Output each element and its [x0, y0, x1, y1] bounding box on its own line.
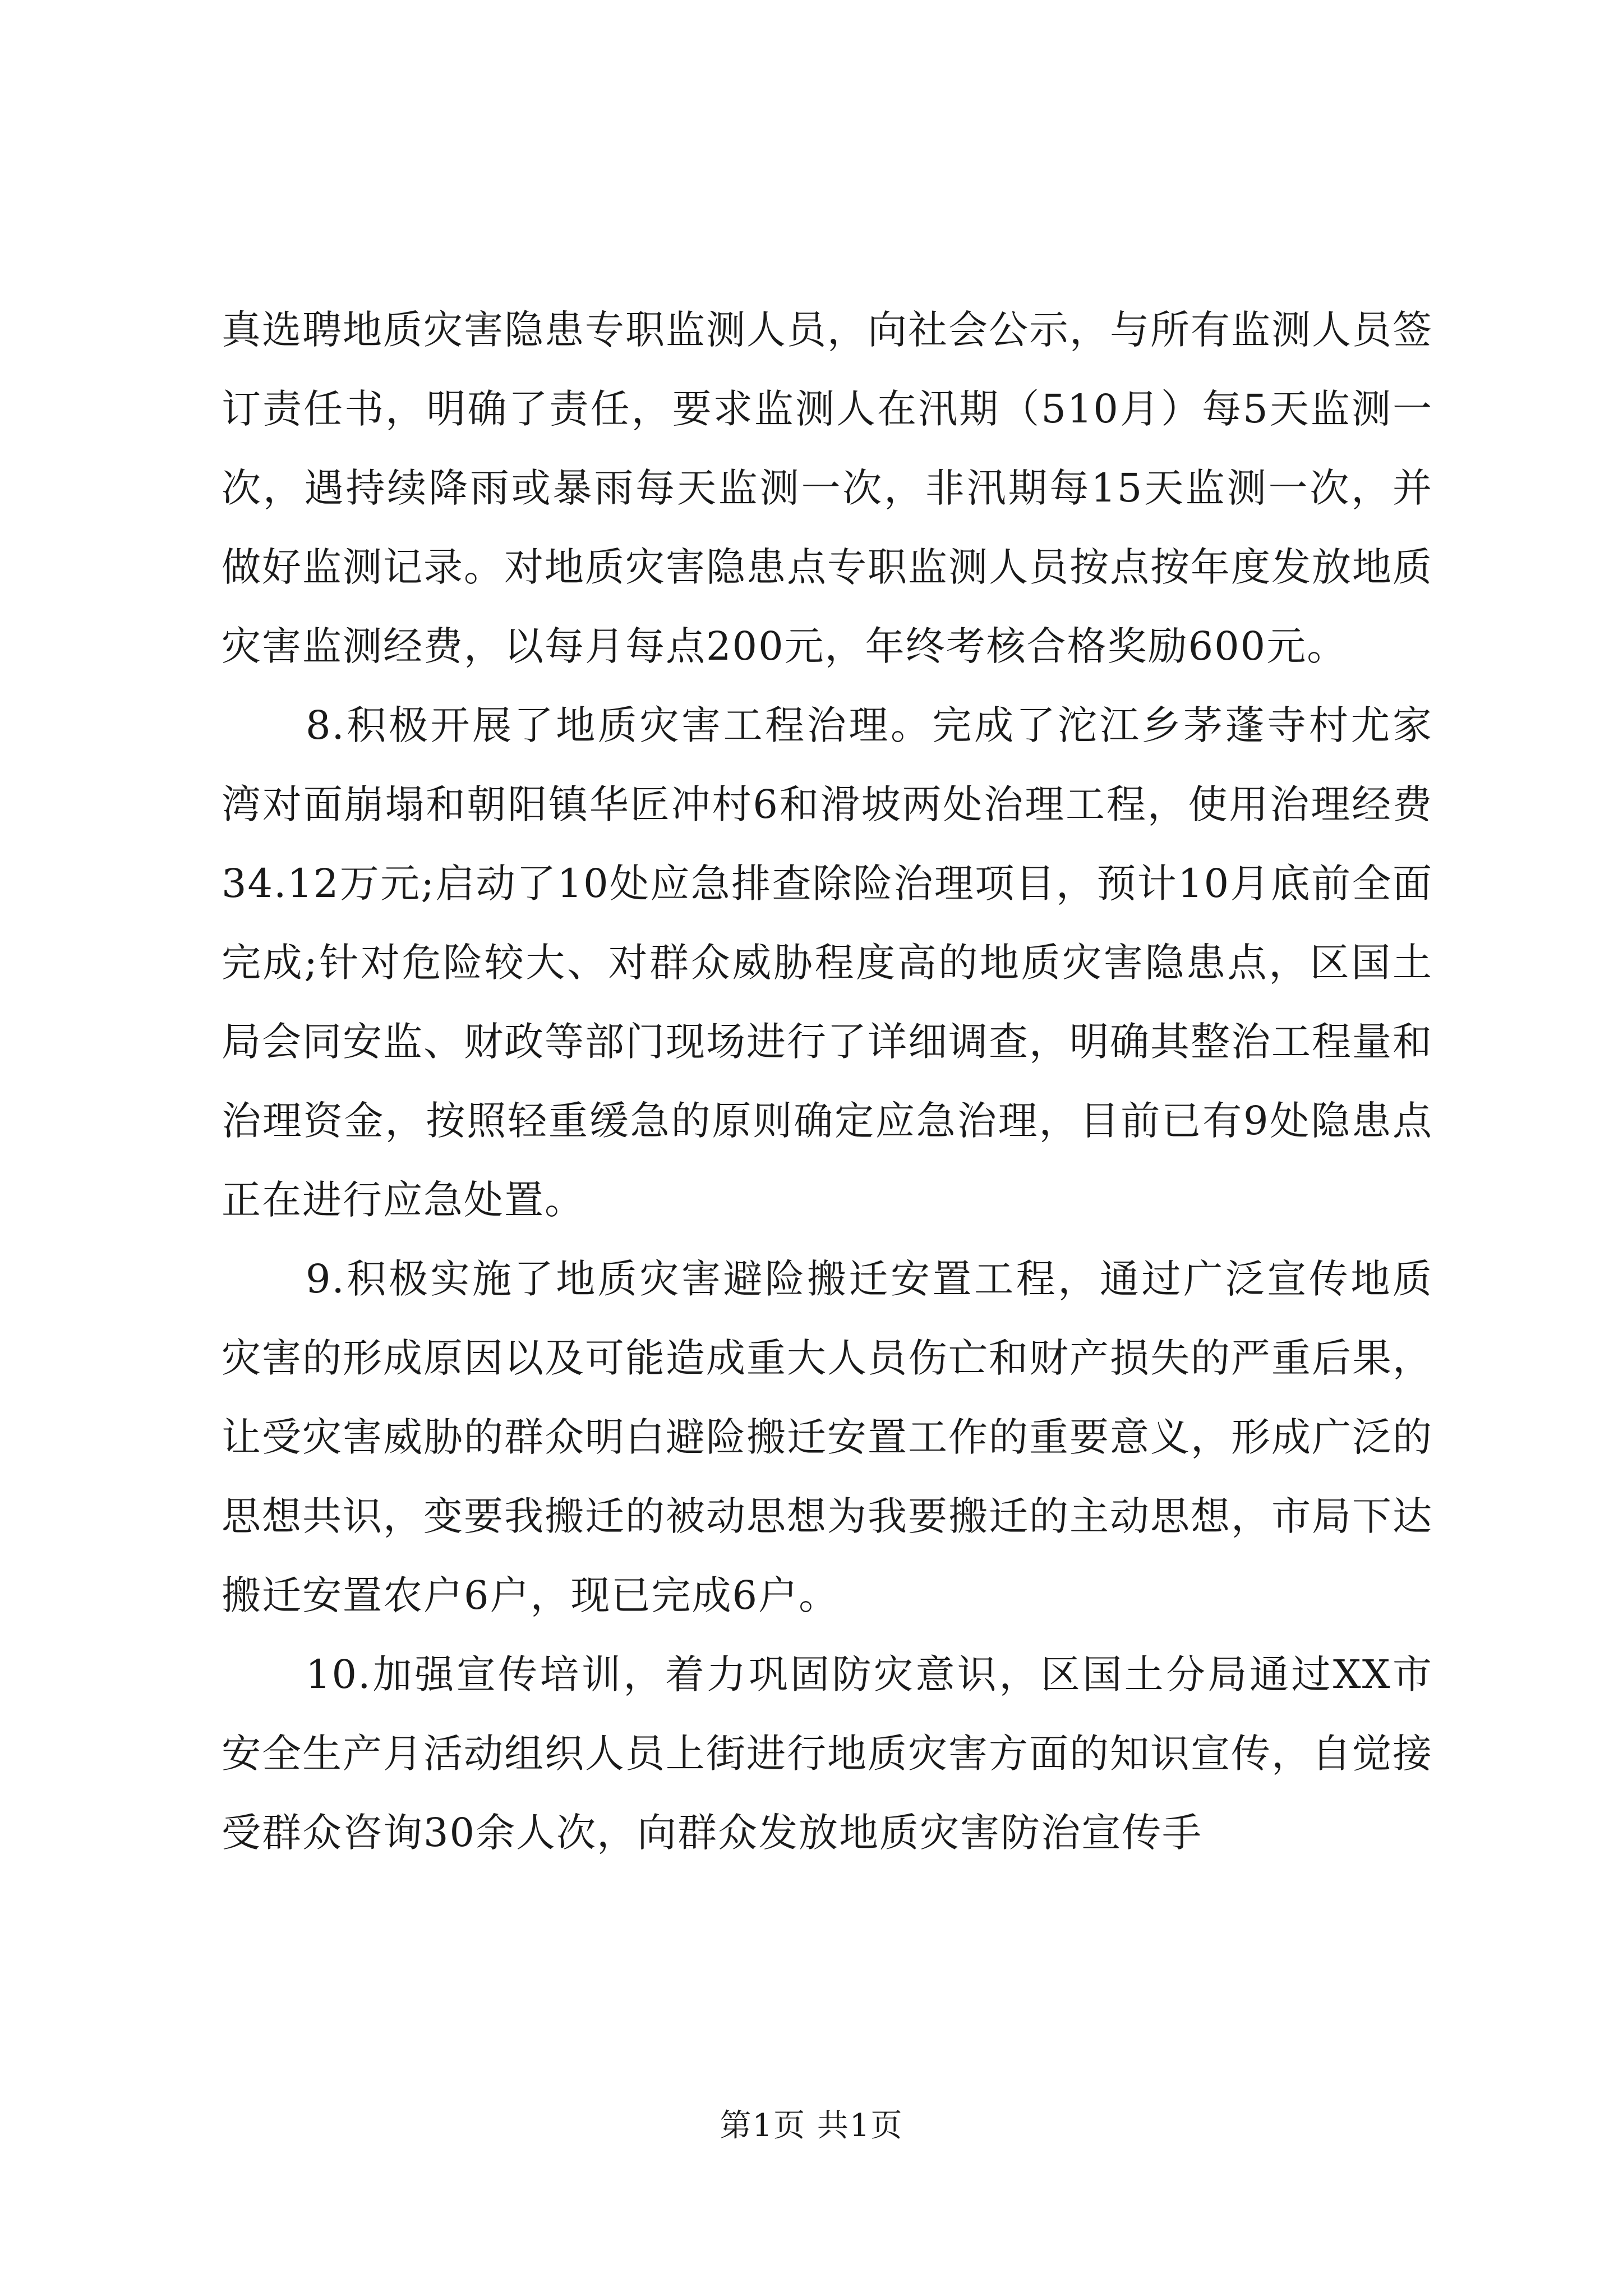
- paragraph-item-9-relocation: 9.积极实施了地质灾害避险搬迁安置工程，通过广泛宣传地质灾害的形成原因以及可能造成重大人员伤亡和财产损失的严重后果，让受灾害威胁的群众明白避险搬迁安置工作的重要意义，形成广泛的思想共识，变要我搬迁的被动思想为我要搬迁的主动思想，市局下达搬迁安置农户6户，现已完成6户。: [222, 1256, 1433, 1618]
- page-number-footer: 第1页 共1页: [720, 2108, 903, 2144]
- paragraph-monitoring-staff: 真选聘地质灾害隐患专职监测人员，向社会公示，与所有监测人员签订责任书，明确了责任，要求监测人在汛期（510月）每5天监测一次，遇持续降雨或暴雨每天监测一次，非汛期每15天监测一次，并做好监测记录。对地质灾害隐患点专职监测人员按点按年度发放地质灾害监测经费，以每月每点200元，年终考核合格奖励600元。: [222, 307, 1433, 669]
- document-body: [222, 291, 1433, 1872]
- paragraph-item-10-publicity-training: 10.加强宣传培训，着力巩固防灾意识，区国土分局通过XX市安全生产月活动组织人员上街进行地质灾害方面的知识宣传，自觉接受群众咨询30余人次，向群众发放地质灾害防治宣传手: [222, 1651, 1433, 1856]
- paragraph-item-8-engineering-treatment: 8.积极开展了地质灾害工程治理。完成了沱江乡茅蓬寺村尤家湾对面崩塌和朝阳镇华匠冲村6和滑坡两处治理工程，使用治理经费34.12万元;启动了10处应急排查除险治理项目，预计10月底前全面完成;针对危险较大、对群众威胁程度高的地质灾害隐患点，区国土局会同安监、财政等部门现场进行了详细调查，明确其整治工程量和治理资金，按照轻重缓急的原则确定应急治理，目前已有9处隐患点正在进行应急处置。: [222, 702, 1433, 1223]
